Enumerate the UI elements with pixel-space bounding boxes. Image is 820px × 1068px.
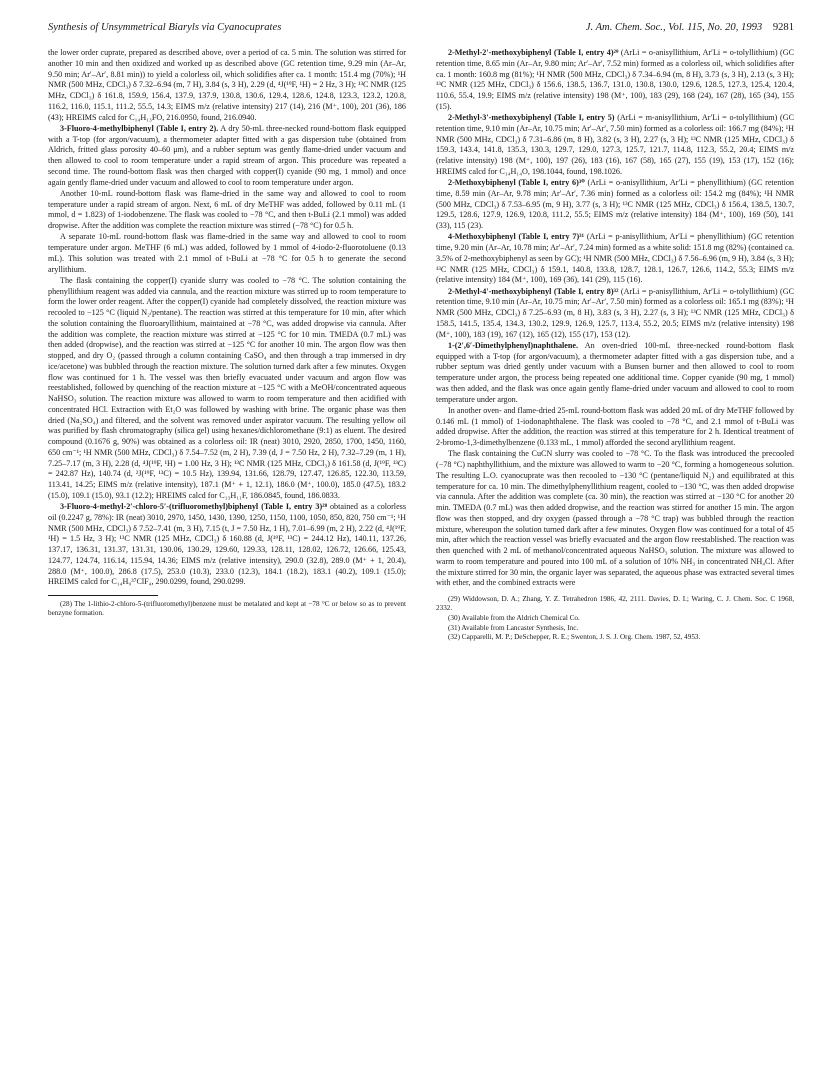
paragraph-text: obtained as a colorless oil (0.2247 g, 78%): IR (neat) 3010, 2970, 1450, 1430, 1390, 1250, 1150, 1100, 1050, 850, 820, 750 cm⁻¹; ¹H NMR (500 MHz, CDCl₃) δ 7.52–7.41 (m, 3 H), 7.15 (t, J = 7.50 Hz, 1 H), 7.01–6.99 (m, 2 H), 2.22 (d, ⁴J(¹⁹F, ¹H) = 1.5 Hz, 3 H); ¹³C NMR (125 MHz, CDCl₃) δ 160.88 (d, J(¹⁹F, ¹³C) = 244.12 Hz), 140.11, 137.26, 137.17, 136.31, 131.37, 131.31, 130.06, 130.29, 129.60, 129.33, 128.11, 128.02, 126.72, 126.66, 125.43, 124.77, 124.74, 116.14, 115.94, 14.36; EIMS m/z (relative intensity), 290.0 (32.8), 289.0 (M⁺ + 1, 20.4), 288.0 (M⁺, 100.0), 286.8 (17.5), 253.0 (10.3), 233.0 (12.3), 184.1 (18.2), 183.1 (40.2), 109.1 (15.0); HREIMS calcd for C₁₄H₉³⁷ClF₄, 290.0299, found, 290.0299. [48, 502, 406, 587]
paragraph-text: (ArLi = m-anisyllithium, Ar′Li = o-tolyllithium) (GC retention time, 9.10 min (Ar–Ar, 10.75 min; Ar′–Ar′, 7.50 min) formed as a colorless oil: 166.7 mg (84%); ¹H NMR (500 MHz, CDCl₃) δ 7.31–6.86 (m, 8 H), 3.82 (s, 3 H), 2.27 (s, 3 H); ¹³C NMR (125 MHz, CDCl₃) δ 159.3, 143.4, 141.8, 135.3, 130.3, 129.7, 129.0, 127.3, 125.7, 121.7, 114.8, 112.3, 55.2, 20.4; EIMS m/z (relative intensity) 198 (M⁺, 100), 197 (26), 183 (16), 167 (58), 165 (27), 155 (19), 153 (17), 152 (16); HREIMS calcd for C₁₄H₁₄O, 198.1044, found, 198.1026. [436, 113, 794, 176]
paragraph-text: (ArLi = p-anisyllithium, Ar′Li = o-tolyllithium) (GC retention time, 9.10 min (Ar–Ar, 10.75 min; Ar′–Ar′, 7.50 min) formed as a colorless oil: 165.1 mg (83%); ¹H NMR (500 MHz, CDCl₃) δ 7.25–6.93 (m, 8 H), 3.83 (s, 3 H), 2.27 (s, 3 H); ¹³C NMR (125 MHz, CDCl₃) δ 158.5, 141.5, 135.4, 134.3, 130.2, 129.9, 126.9, 125.7, 113.4, 55.2, 20.5; EIMS m/z (relative intensity) 198 (M⁺, 100), 183 (19), 167 (12), 165 (12), 155 (17), 153 (12). [436, 286, 794, 339]
running-title-left: Synthesis of Unsymmetrical Biaryls via Cyanocuprates [48, 22, 282, 33]
paragraph-entry-5 [436, 113, 794, 178]
compound-heading: 2-Methoxybiphenyl (Table I, entry 6)³⁰ [448, 178, 585, 187]
paragraph-entry-8 [436, 287, 794, 341]
left-column [48, 48, 406, 618]
compound-heading: 2-Methyl-3′-methoxybiphenyl (Table I, entry 5) [448, 113, 615, 122]
footnote-28: (28) The 1-lithio-2-chloro-5-(trifluoromethyl)benzene must be metalated and kept at −78 °C or below so as to prevent benzyne formation. [48, 600, 406, 618]
paragraph: The flask containing the copper(I) cyanide slurry was cooled to −78 °C. The solution containing the phenyllithium reagent was added via cannula, and the reaction mixture was stirred up to room temperature to form the lower order reagent. After the copper(I) cyanide had completely dissolved, the reaction mixture was recooled to −125 °C (liquid N₂/pentane). The reaction was stirred at this temperature for 10 min, after which the solution containing the fluoroaryllithium, maintained at −78 °C, was added dropwise via cannula. After the addition was complete, the reaction mixture was stirred at −125 °C for 10 min. TMEDA (0.7 mL) was then added (dropwise), and the reaction was stirred at −125 °C for another 10 min. The argon flow was then stopped, and dry O₂ (passed through a column containing CaSO₄ and then through a trap immersed in dry ice/acetone) was bubbled through the reaction mixture. The solution turned dark after a few minutes. Oxygen flow was continued for 1 h. The vessel was then briefly evacuated under vacuum and argon flow was reestablished, followed by quenching of the reaction mixture at −125 °C with a MeOH/concentrated aqueous NaHSO₃ solution. The reaction mixture was allowed to warm to room temperature and then acidified with concentrated HCl. Extraction with Et₂O was followed by washing with brine. The organic phase was then dried (Na₂SO₄) and filtered, and the solvent was removed under aspirator vacuum. The resulting yellow oil was purified by flash chromatography (silica gel) using hexanes/dichloromethane (9:1) as eluent. The desired compound (0.1676 g, 90%) was obtained as a colorless oil: IR (neat) 3010, 2920, 2850, 1700, 1450, 1160, 650 cm⁻¹; ¹H NMR (500 MHz, CDCl₃) δ 7.54–7.52 (m, 2 H), 7.39 (d, J = 7.50 Hz, 2 H), 7.32–7.29 (m, 1 H), 7.25–7.17 (m, 3 H), 2.28 (d, ⁴J(¹⁹F, ¹H) = 1.00 Hz, 3 H); ¹³C NMR (125 MHz, CDCl₃) δ 161.58 (d, J(¹⁹F, ¹³C) = 242.87 Hz), 140.74 (d, ²J(¹⁹F, ¹³C) = 10.5 Hz), 139.94, 131.66, 128.79, 127.47, 126.85, 122.30, 113.59, 113.41, 14.25; EIMS m/z (relative intensity), 187.1 (M⁺ + 1, 12.1), 186.0 (M⁺, 100.0), 185.0 (47.5), 183.2 (15.0), 109.1 (15.0), 93.1 (12.2); HREIMS calcd for C₁₃H₁₁F, 186.0845, found, 186.0833. [48, 275, 406, 500]
compound-heading: 3-Fluoro-4-methyl-2′-chloro-5′-(trifluoromethyl)biphenyl (Table I, entry 3)²⁸ [60, 502, 328, 511]
running-header [48, 22, 794, 38]
footnote-30: (30) Available from the Aldrich Chemical Co. [448, 613, 580, 622]
paragraph-text: (ArLi = o-anisyllithium, Ar′Li = o-tolyllithium) (GC retention time, 8.65 min (Ar–Ar, 9.80 min; Ar′–Ar′, 7.52 min) formed as a colorless oil, which solidifies after ca. 1 month: 160.8 mg (81%); ¹H NMR (500 MHz, CDCl₃) δ 7.34–6.94 (m, 8 H), 3.73 (s, 3 H), 2.13 (s, 3 H); ¹³C NMR (125 MHz, CDCl₃) δ 156.6, 138.5, 136.7, 131.0, 130.8, 130.0, 129.6, 128.5, 127.3, 125.4, 120.4, 110.6, 55.4, 19.9; EIMS m/z (relative intensity) 198 (M⁺, 100), 183 (29), 168 (24), 167 (28), 165 (34), 155 (15). [436, 48, 794, 111]
footnote-29: (29) Widdowson, D. A.; Zhang, Y. Z. Tetrahedron 1986, 42, 2111. Davies, D. I.; Waring, C. J. Chem. Soc. C 1968, 2332. [436, 595, 794, 613]
paragraph-text: A dry 50-mL three-necked round-bottom flask equipped with a T-top (for argon/vacuum), a thermometer adapter fitted with a gas dispersion tube (obtained from Aldrich, fritted glass porosity 40–60 μm), and a rubber septum was gently flame-dried under vacuum and then allowed to cool to room temperature under a rapid stream of argon. This procedure was repeated a second time. The round-bottom flask was then charged with copper(I) cyanide (90 mg, 1 mmol) and once again gently flame-dried under vacuum and allowed to cool to room temperature under argon. [48, 123, 406, 187]
paragraph: Another 10-mL round-bottom flask was flame-dried in the same way and allowed to cool to room temperature under a rapid stream of argon. Next, 6 mL of dry MeTHF was added, followed by 0.11 mL (1 mmol, d = 1.823) of 1-iodobenzene. The flask was cooled to −78 °C, and then t-BuLi (2.1 mmol) was added dropwise. After the addition was complete the reaction mixture was stirred (−78 °C) for 0.5 h. [48, 188, 406, 230]
paragraph-text: An oven-dried 100-mL three-necked round-bottom flask equipped with a T-top (for argon/vacuum), a thermometer adapter fitted with a gas dispersion tube, and a rubber septum was dried gently under vacuum with a Bunsen burner and then allowed to cool to room temperature under argon, the process being repeated one additional time. Copper cyanide (90 mg, 1 mmol) was then added, and the flask was once again gently flame-dried under vacuum and allowed to cool to room temperature under argon. [436, 340, 794, 404]
paragraph-dimethylphenylnaphthalene [436, 341, 794, 406]
paragraph-entry-3 [48, 502, 406, 588]
footnote-32: (32) Capparelli, M. P.; DeSchepper, R. E.; Swenton, J. S. J. Org. Chem. 1987, 52, 4953. [448, 633, 701, 642]
compound-heading: 3-Fluoro-4-methylbiphenyl (Table I, entry 2). [60, 123, 219, 133]
compound-heading: 2-Methyl-2′-methoxybiphenyl (Table I, entry 4)²⁹ [448, 48, 619, 57]
paragraph: The flask containing the CuCN slurry was cooled to −78 °C. To the flask was introduced the precooled (−78 °C) naphthyllithium, and the mixture was allowed to warm to −20 °C, forming a homogeneous solution. The resulting L.O. cyanocuprate was then recooled to −130 °C (pentane/liquid N₂) and equilibrated at this temperature for ca. 10 min. The dimethylphenyllithium reagent, cooled to −130 °C, was then added dropwise via cannula. After the addition was complete (ca. 30 min), the reaction was stirred at −130 °C for another 20 min. TMEDA (0.7 mL) was then added dropwise, and the reaction was stirred for another 15 min. The argon flow was then stopped, and dry oxygen (passed through a −78 °C trap) was bubbled through the reaction mixture, whereupon the solution turned dark after a few minutes. Oxygen flow was continued for a total of 45 min, after which the reaction vessel was briefly evacuated and the argon flow reestablished. The reaction was then quenched with 2 mL of methanol/concentrated aqueous NaHSO₃ solution. The mixture was allowed to warm to room temperature and poured into 100 mL of a solution of 10% NH₃ in concentrated NH₄Cl. After the mixture stirred for 30 min, the organic layer was separated, the aqueous phase was extracted several times with ether, and the combined extracts were [436, 449, 794, 588]
paragraph-entry-2 [48, 124, 406, 189]
compound-heading: 4-Methoxybiphenyl (Table I, entry 7)³¹ [448, 232, 585, 242]
paragraph-continuation: the lower order cuprate, prepared as described above, over a period of ca. 5 min. The solution was stirred for another 10 min and then oxidized and worked up as described above (GC retention time, 9.29 min (Ar–Ar, 9.50 min; Ar′–Ar′, 8.81 min)) to yield a colorless oil, which solidifies after ca. 1 month: 151.4 mg (70%); ¹H NMR (500 MHz, CDCl₃) δ 7.32–6.94 (m, 7 H), 3.84 (s, 3 H), 2.29 (d, ⁴J(¹⁹F, ¹H) = 2 Hz, 3 H); ¹³C NMR (125 MHz, CDCl₃) δ 161.8, 159.9, 156.4, 137.9, 137.9, 130.8, 130.6, 129.4, 128.6, 124.8, 123.3, 123.2, 120.8, 116.2, 116.0, 115.1, 111.2, 55.5, 14.3; EIMS m/z (relative intensity) 217 (14), 216 (M⁺, 100), 201 (36), 186 (43); HREIMS calcd for C₁₄H₁₃FO, 216.0950, found, 216.0940. [48, 48, 406, 122]
right-column [436, 48, 794, 643]
footnote-divider [48, 595, 158, 596]
paragraph-entry-7 [436, 232, 794, 286]
paragraph-text: (ArLi = p-anisyllithium, Ar′Li = phenyllithium) (GC retention time, 9.20 min (Ar–Ar, 10.78 min; Ar′–Ar′, 7.24 min) formed as a white solid: 151.8 mg (82%) (contained ca. 3.5% of 2-methoxybiphenyl as seen by GC); ¹H NMR (500 MHz, CDCl₃) δ 7.56–6.96 (m, 9 H), 3.84 (s, 3 H); ¹³C NMR (125 MHz, CDCl₃) δ 159.1, 140.8, 133.8, 128.7, 128.1, 126.7, 126.6, 114.2, 55.3; EIMS m/z (relative intensity) 184 (M⁺, 100), 169 (36), 141 (29), 115 (16). [436, 232, 794, 285]
paragraph: A separate 10-mL round-bottom flask was flame-dried in the same way and allowed to cool to room temperature under argon. MeTHF (6 mL) was added, followed by 1 mmol of 4-iodo-2-fluorotoluene (0.13 mL). This solution was treated with 2.1 mmol of t-BuLi at −78 °C for 0.5 h to generate the second aryllithium. [48, 232, 406, 274]
footnote-31: (31) Available from Lancaster Synthesis, Inc. [448, 623, 579, 632]
page-number: 9281 [772, 22, 794, 33]
paragraph-entry-6 [436, 178, 794, 232]
compound-heading: 1-(2′,6′-Dimethylphenyl)naphthalene. [448, 340, 579, 350]
compound-heading: 2-Methyl-4′-methoxybiphenyl (Table I, entry 8)³² [448, 286, 619, 296]
running-title-right [586, 22, 794, 38]
paragraph: In another oven- and flame-dried 25-mL round-bottom flask was added 20 mL of dry MeTHF followed by 0.146 mL (1 mmol) of 1-iodonaphthalene. The flask was cooled to −78 °C, and 2.1 mmol of t-BuLi was added dropwise. After the addition, the reaction was stirred at this temperature for 2 h. Identical treatment of 2-bromo-1,3-dimethylbenzene (0.133 mL, 1 mmol) afforded the second aryllithium reagent. [436, 405, 794, 447]
journal-citation: J. Am. Chem. Soc., Vol. 115, No. 20, 1993 [585, 22, 763, 33]
paragraph-entry-4 [436, 48, 794, 113]
paragraph-text: (ArLi = o-anisyllithium, Ar′Li = phenyllithium) (GC retention time, 8.59 min (Ar–Ar, 9.78 min; Ar′–Ar′, 7.36 min) formed as a colorless oil: 154.2 mg (84%); ¹H NMR (500 MHz, CDCl₃) δ 7.53–6.95 (m, 9 H), 3.77 (s, 3 H); ¹³C NMR (125 MHz, CDCl₃) δ 156.4, 138.5, 130.7, 129.5, 128.6, 127.9, 126.9, 120.8, 111.2, 55.5; EIMS m/z (relative intensity) 184 (M⁺, 100), 169 (50), 141 (33), 115 (23). [436, 178, 794, 230]
